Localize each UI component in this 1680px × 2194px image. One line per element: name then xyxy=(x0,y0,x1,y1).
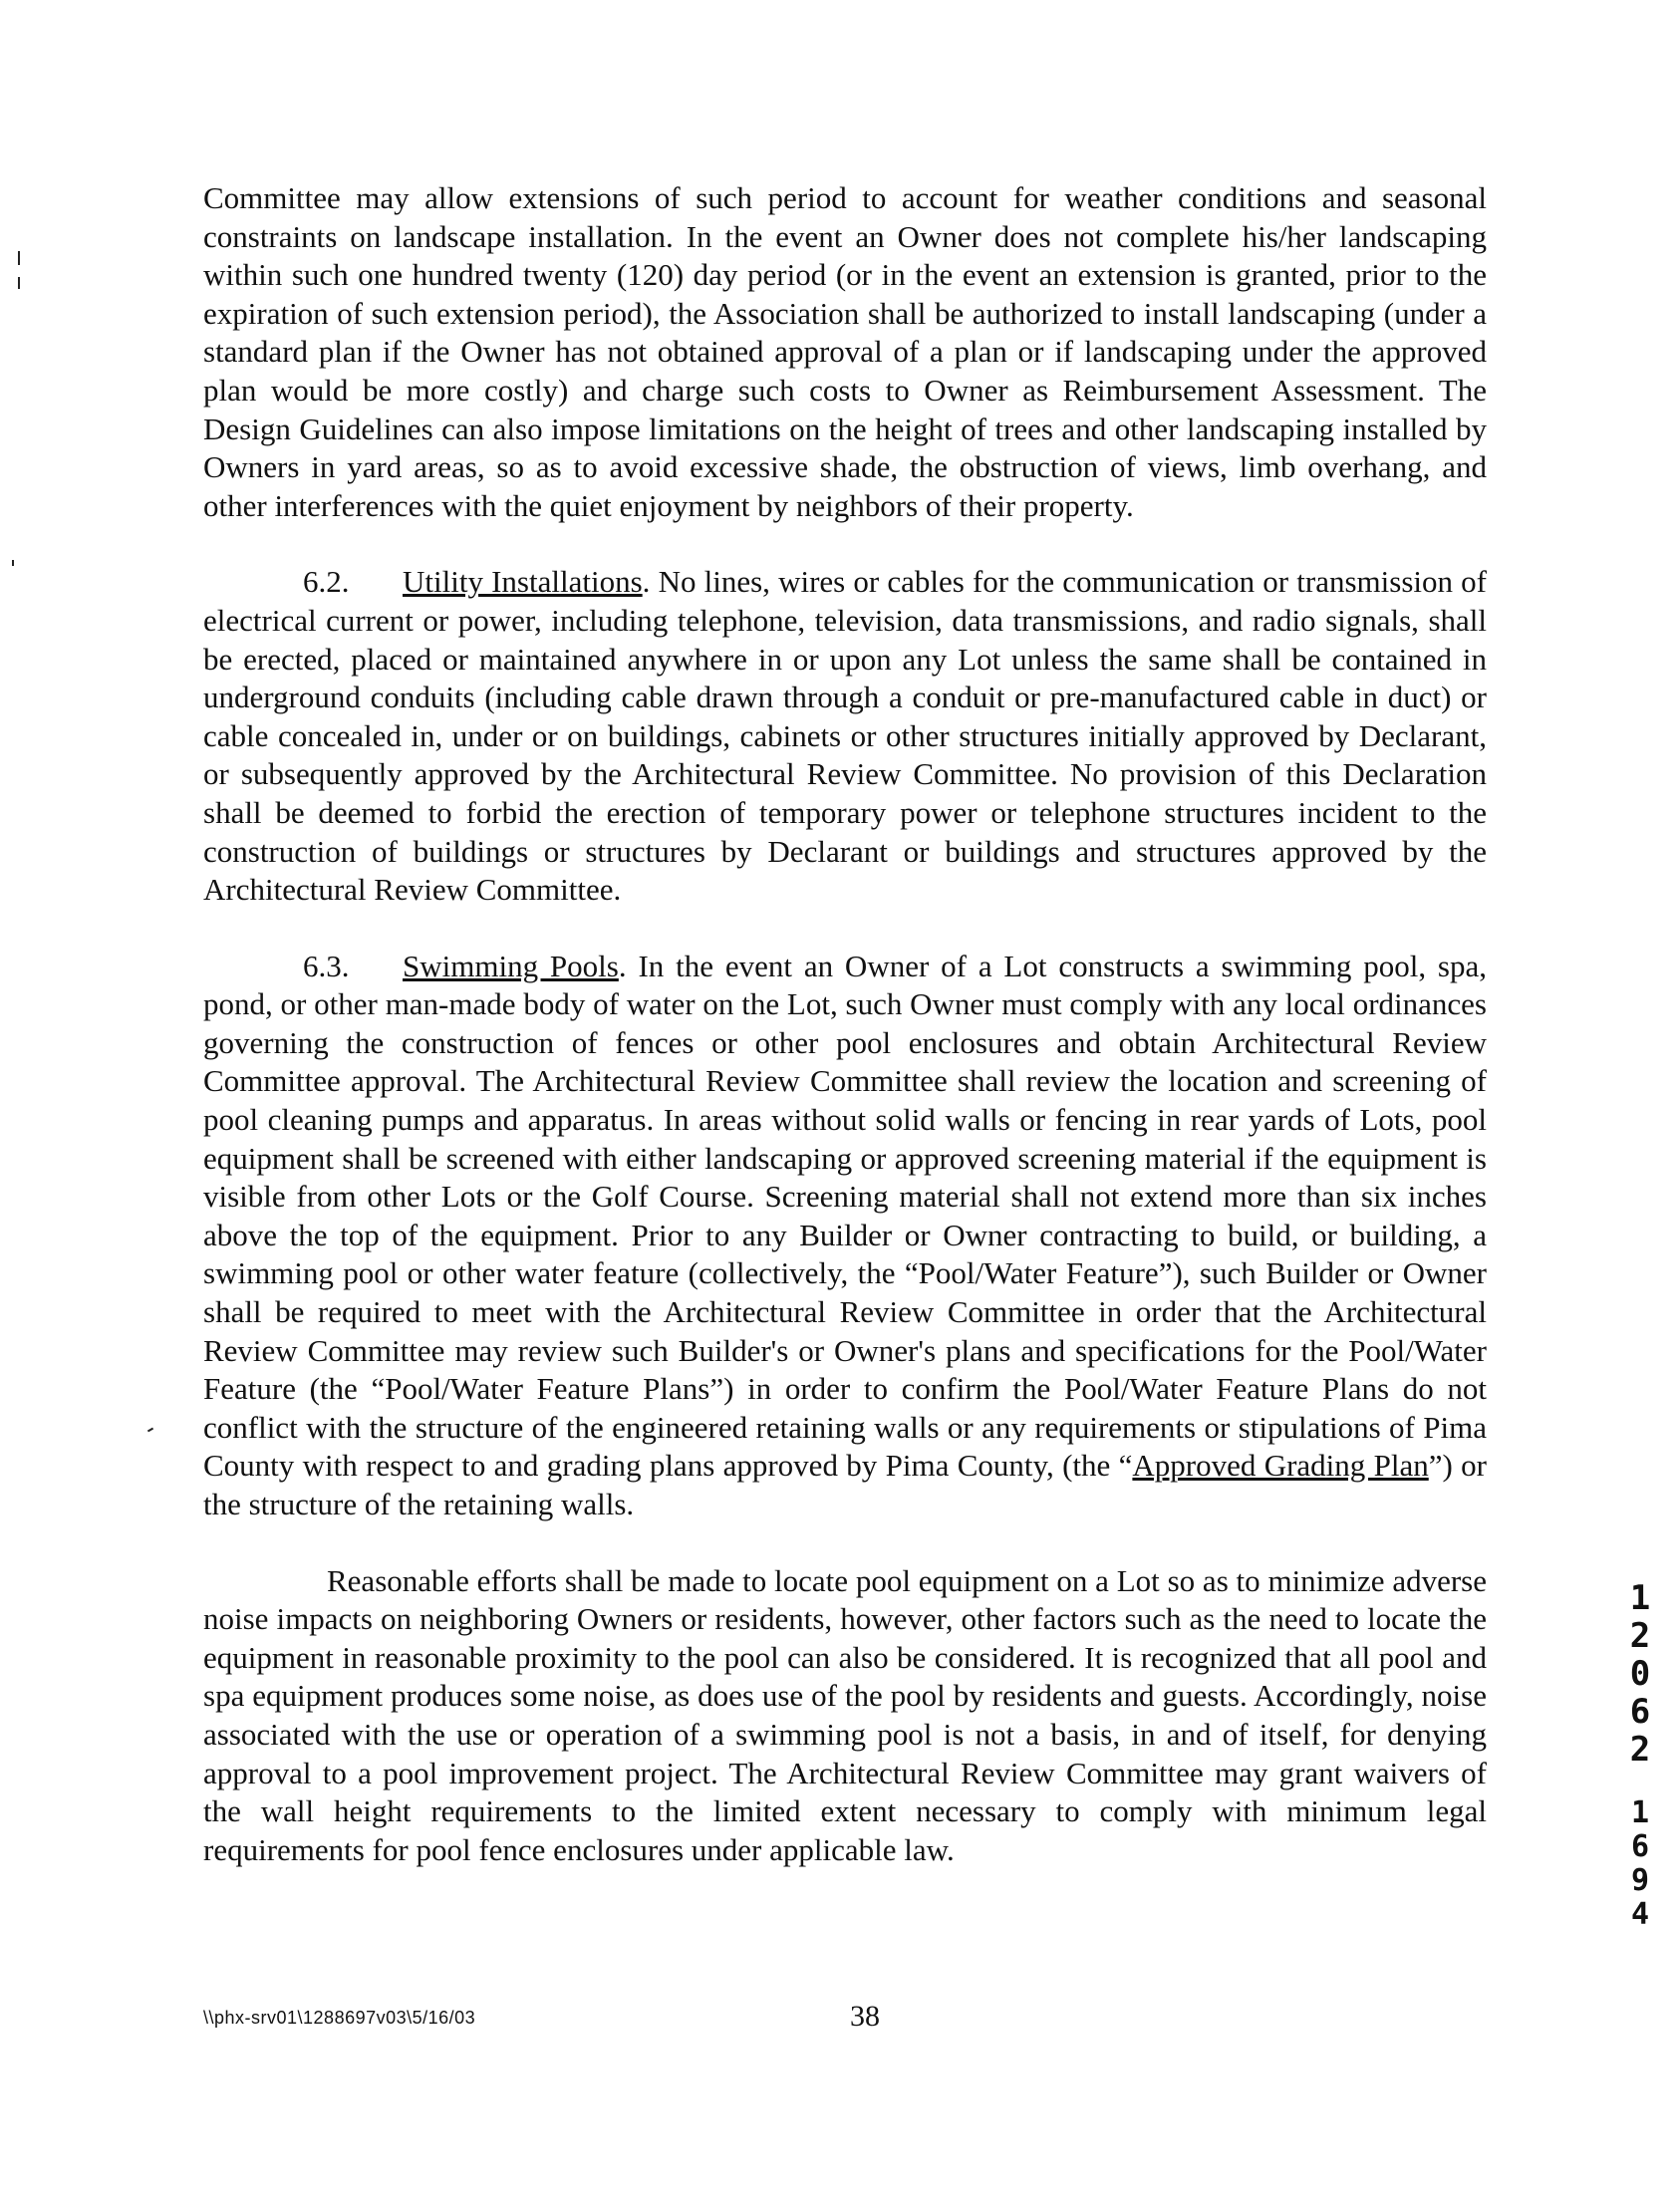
stamp-digit: 1 xyxy=(1630,1795,1650,1830)
section-number: 6.2. xyxy=(303,564,350,600)
stamp-digit: 6 xyxy=(1630,1829,1650,1864)
stamp-digit: 9 xyxy=(1630,1863,1650,1898)
defined-term-approved-grading-plan: Approved Grading Plan xyxy=(1132,1448,1429,1484)
margin-revision-mark xyxy=(18,277,20,289)
section-6-3-swimming-pools xyxy=(203,948,1487,1524)
section-number: 6.3. xyxy=(303,948,350,983)
footer-file-path: \\phx-srv01\1288697v03\5/16/03 xyxy=(203,2008,476,2028)
section-title: Swimming Pools xyxy=(403,948,619,983)
paragraph-pool-noise: Reasonable efforts shall be made to locate pool equipment on a Lot so as to minimize adverse noise impacts on neighboring Owners or residents, however, other factors such as the need to locate the equipment in reasonable proximity to the pool can also be considered. It is recognized that all pool and spa equipment produces some noise, as does use of the pool by residents and guests. Accordingly, noise associated with the use or operation of a swimming pool is not a basis, in and of itself, for denying approval to a pool improvement project. The Architectural Review Committee may grant waivers of the wall height requirements to the limited extent necessary to comply with minimum legal requirements for pool fence enclosures under applicable law. xyxy=(203,1562,1487,1867)
page-number: 38 xyxy=(850,2000,880,2033)
stamp-digit: 1 xyxy=(1629,1578,1651,1618)
section-6-2-utility-installations xyxy=(203,563,1487,909)
margin-scan-mark xyxy=(147,1428,153,1433)
stamp-digit: 4 xyxy=(1630,1897,1650,1932)
margin-revision-mark xyxy=(18,251,20,265)
stamp-digit: 6 xyxy=(1629,1692,1651,1732)
section-body-tail: ”) or the structure of the retaining walls. xyxy=(203,1448,1488,1521)
document-body xyxy=(203,179,1487,1907)
stamp-digit: 0 xyxy=(1629,1654,1651,1694)
paragraph-landscaping-continued: Committee may allow extensions of such period to account for weather conditions and seasonal constraints on landscape installation. In the event an Owner does not complete his/her landscaping within such one hundred twenty (120) day period (or in the event an extension is granted, prior to the expiration of such extension period), the Association shall be authorized to install landscaping (under a standard plan if the Owner has not obtained approval of a plan or if landscaping under the approved plan would be more costly) and charge such costs to Owner as Reimbursement Assessment. The Design Guidelines can also impose limitations on the height of trees and other landscaping installed by Owners in yard areas, so as to avoid excessive shade, the obstruction of views, limb overhang, and other interferences with the quiet enjoyment by neighbors of their property. xyxy=(203,180,1487,523)
stamp-digit: 2 xyxy=(1629,1730,1651,1770)
section-body: . In the event an Owner of a Lot constructs a swimming pool, spa, pond, or other man-made body of water on the Lot, such Owner must comply with any local ordinances governing the construction of fences or other pool enclosures and obtain Architectural Review Committee approval. The Architectural Review Committee shall review the location and screening of pool cleaning pumps and apparatus. In areas without solid walls or fencing in rear yards of Lots, pool equipment shall be screened with either landscaping or approved screening material if the equipment is visible from other Lots or the Golf Course. Screening material shall not extend more than six inches above the top of the equipment. Prior to any Builder or Owner contracting to build, or building, a swimming pool or other water feature (collectively, the “Pool/Water Feature”), such Builder or Owner shall be required to meet with the Architectural Review Committee in order that the Architectural Review Committee may review such Builder's or Owner's plans and specifications for the Pool/Water Feature (the “Pool/Water Feature Plans”) in order to confirm the Pool/Water Feature Plans do not conflict with the structure of the engineered retaining walls or any requirements or stipulations of Pima County with respect to and grading plans approved by Pima County, (the “ xyxy=(203,948,1488,1484)
stamp-group-docket xyxy=(1618,1579,1662,1769)
margin-revision-mark xyxy=(12,560,14,566)
recording-stamp xyxy=(1618,1579,1662,1960)
stamp-digit: 2 xyxy=(1629,1616,1651,1656)
stamp-group-page xyxy=(1618,1796,1662,1932)
section-body: . No lines, wires or cables for the communication or transmission of electrical current or power, including telephone, television, data transmissions, and radio signals, shall be erected, placed or maintained anywhere in or upon any Lot unless the same shall be contained in underground conduits (including cable drawn through a conduit or pre-manufactured cable in duct) or cable concealed in, under or on buildings, cabinets or other structures initially approved by Declarant, or subsequently approved by the Architectural Review Committee. No provision of this Declaration shall be deemed to forbid the erection of temporary power or telephone structures incident to the construction of buildings or structures by Declarant or buildings and structures approved by the Architectural Review Committee. xyxy=(203,564,1487,908)
section-title: Utility Installations xyxy=(403,564,643,600)
